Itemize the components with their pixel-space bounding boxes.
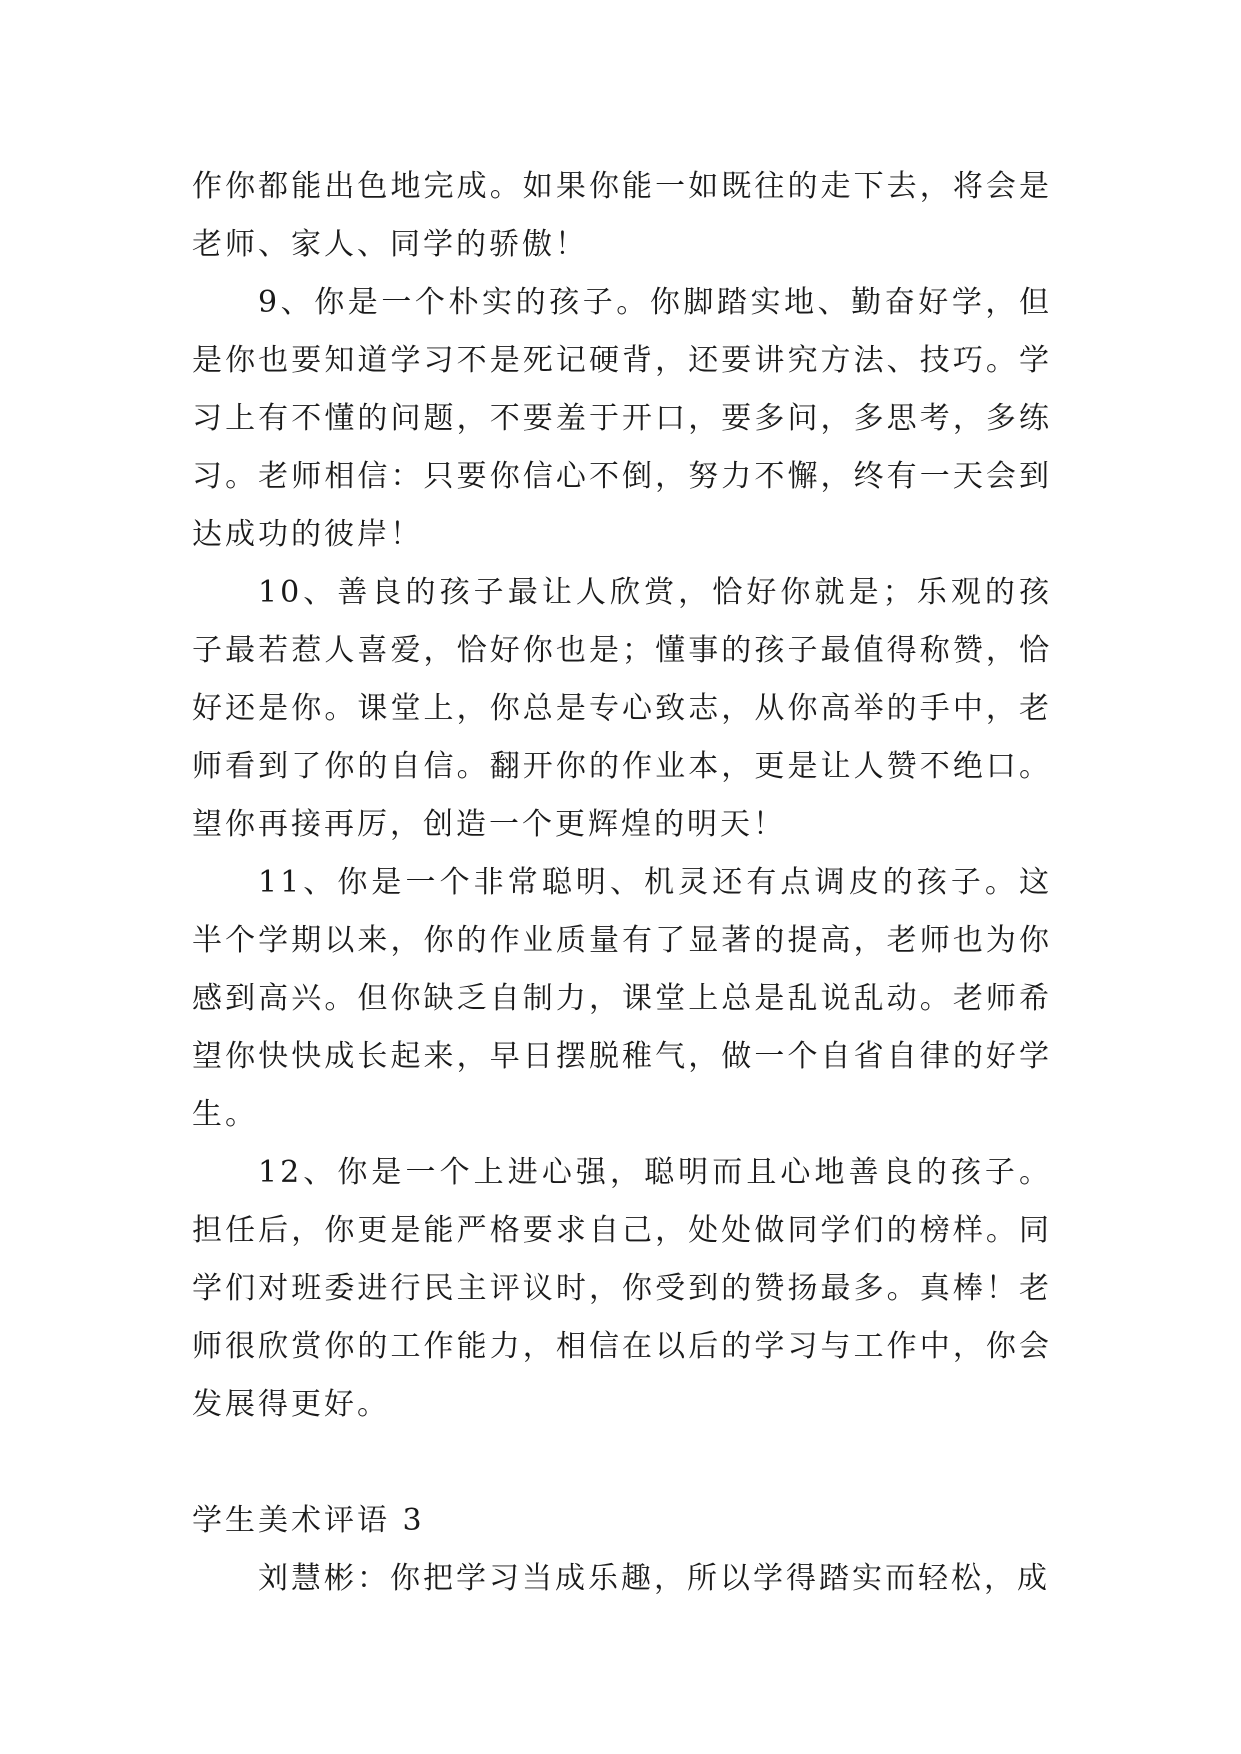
paragraph-comment-10: 10、善良的孩子最让人欣赏，恰好你就是；乐观的孩子最若惹人喜爱，恰好你也是；懂事的孩子最值得称赞，恰好还是你。课堂上，你总是专心致志，从你高举的手中，老师看到了你的自信。翻开你的作业本，更是让人赞不绝口。望你再接再厉，创造一个更辉煌的明天！ xyxy=(192,575,1052,842)
document-page xyxy=(192,158,1052,1608)
paragraph-comment-11: 11、你是一个非常聪明、机灵还有点调皮的孩子。这半个学期以来，你的作业质量有了显著的提高，老师也为你感到高兴。但你缺乏自制力，课堂上总是乱说乱动。老师希望你快快成长起来，早日摆脱稚气，做一个自省自律的好学生。 xyxy=(192,865,1052,1132)
paragraph-comment-12: 12、你是一个上进心强，聪明而且心地善良的孩子。担任后，你更是能严格要求自己，处处做同学们的榜样。同学们对班委进行民主评议时，你受到的赞扬最多。真棒！老师很欣赏你的工作能力，相信在以后的学习与工作中，你会发展得更好。 xyxy=(192,1155,1052,1422)
paragraph-comment-9: 9、你是一个朴实的孩子。你脚踏实地、勤奋好学，但是你也要知道学习不是死记硬背，还要讲究方法、技巧。学习上有不懂的问题，不要羞于开口，要多问，多思考，多练习。老师相信：只要你信心不倒，努力不懈，终有一天会到达成功的彼岸！ xyxy=(192,285,1052,552)
paragraph-section-first: 刘慧彬：你把学习当成乐趣，所以学得踏实而轻松，成 xyxy=(258,1561,1050,1596)
section-heading: 学生美术评语 3 xyxy=(192,1503,425,1538)
paragraph-continuation: 作你都能出色地完成。如果你能一如既往的走下去，将会是老师、家人、同学的骄傲！ xyxy=(192,169,1052,262)
